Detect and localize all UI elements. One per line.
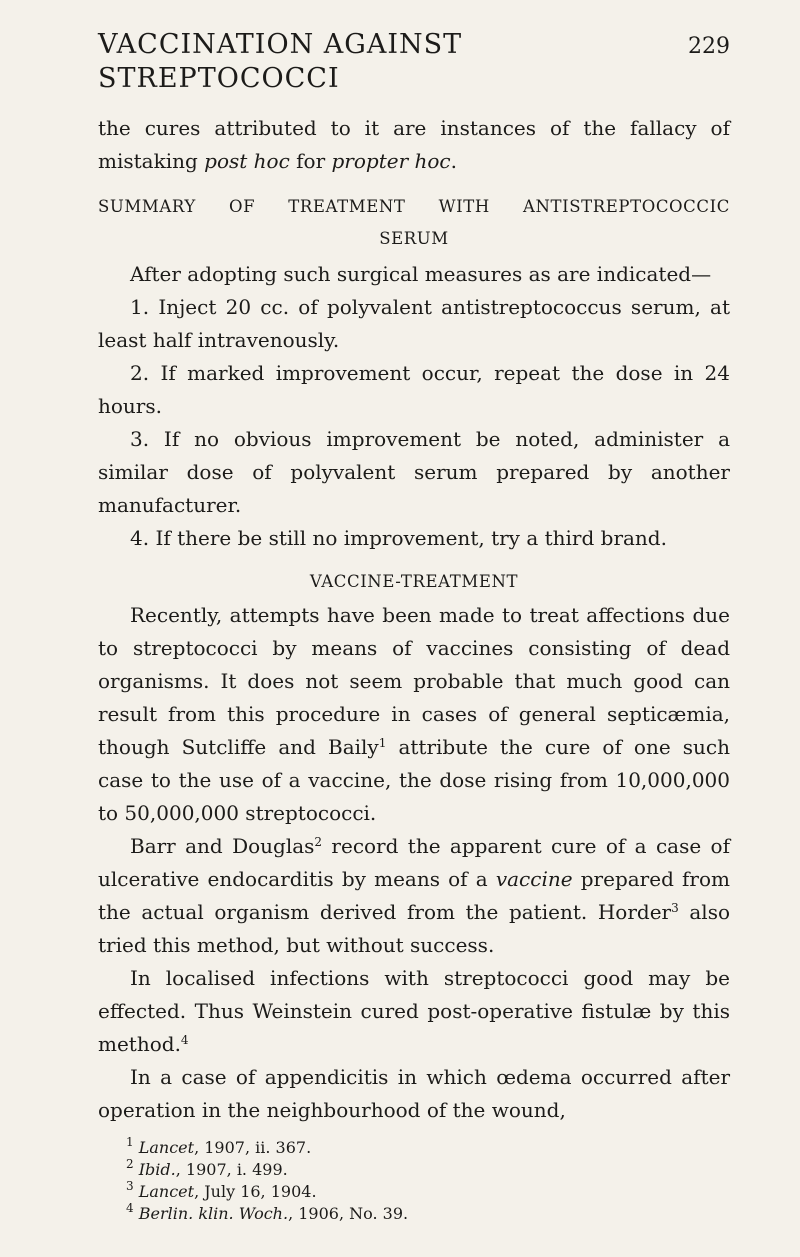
footnote-number: 1 [126, 1135, 134, 1149]
vaccine-heading: VACCINE-TREATMENT [309, 572, 519, 591]
text-run: also tried this method, but without success. [98, 900, 730, 957]
text-run: . [450, 149, 457, 173]
footnote [126, 1159, 730, 1181]
text-run: the cures attributed to it are instances of the fallacy of mistaking [98, 116, 730, 173]
emphasis: vaccine [495, 867, 573, 891]
heading-word: ANTISTREPTOCOCCIC [522, 197, 730, 216]
footnote-number: 2 [126, 1157, 134, 1171]
summary-heading-line2: SERUM [379, 229, 449, 248]
vaccine-paragraph-3 [98, 962, 730, 1061]
footnote-source: Lancet [138, 1182, 195, 1201]
footnote [126, 1203, 730, 1225]
footnote-detail: , 1907, i. 499. [175, 1160, 288, 1179]
footnote-source: Berlin. klin. Woch. [138, 1204, 289, 1223]
text-run: Recently, attempts have been made to treat affections due to streptococci by means of vaccines consisting of dead organisms. It does not seem probable that much good can result from this procedure in cases of general septicæmia, though Sutcliffe and Baily [98, 603, 730, 759]
paragraph-continuation [98, 112, 730, 178]
page-number: 229 [688, 34, 730, 59]
vaccine-paragraph-1 [98, 599, 730, 830]
text-run: for [289, 149, 332, 173]
footnote-detail: , July 16, 1904. [194, 1182, 317, 1201]
text-run: Barr and Douglas [130, 834, 315, 858]
text-run: record the apparent cure of a case of ulcerative endocarditis by means of a [98, 834, 730, 891]
vaccine-paragraph-4: In a case of appendicitis in which œdema occurred after operation in the neighbourhood of the wound, [98, 1065, 730, 1122]
footnote [126, 1181, 730, 1203]
heading-word: TREATMENT [288, 197, 406, 216]
vaccine-paragraph-2 [98, 830, 730, 962]
summary-step-2: 2. If marked improvement occur, repeat the dose in 24 hours. [98, 361, 730, 418]
running-head [98, 28, 730, 96]
summary-heading [98, 194, 730, 220]
latin-phrase: propter hoc [331, 149, 451, 173]
footnote-source: Ibid. [138, 1160, 176, 1179]
footnote-detail: , 1906, No. 39. [288, 1204, 409, 1223]
running-title: VACCINATION AGAINST STREPTOCOCCI [98, 29, 463, 94]
footnote [126, 1137, 730, 1159]
summary-intro: After adopting such surgical measures as are indicated— [130, 262, 712, 286]
text-run: prepared from the actual organism derived from the patient. Horder [98, 867, 730, 924]
footnote-ref: 4 [180, 1033, 189, 1047]
footnote-source: Lancet [138, 1138, 195, 1157]
footnote-number: 4 [126, 1201, 134, 1215]
heading-word: OF [229, 197, 256, 216]
summary-step-3: 3. If no obvious improvement be noted, administer a similar dose of polyvalent serum prepared by another manufacturer. [98, 427, 730, 517]
text-run: attribute the cure of one such case to the use of a vaccine, the dose rising from 10,000,000 to 50,000,000 streptococci. [98, 735, 730, 825]
text-run: In localised infections with streptococci good may be effected. Thus Weinstein cured post-operative fistulæ by this method. [98, 966, 730, 1056]
summary-step-1: 1. Inject 20 cc. of polyvalent antistreptococcus serum, at least half intravenously. [98, 295, 730, 352]
footnote-ref: 2 [314, 835, 323, 849]
footnote-ref: 1 [378, 736, 387, 750]
footnote-ref: 3 [671, 901, 679, 915]
footnotes [98, 1137, 730, 1225]
footnote-number: 3 [126, 1179, 134, 1193]
page-body [98, 112, 730, 1225]
latin-phrase: post hoc [204, 149, 290, 173]
summary-step-4: 4. If there be still no improvement, try a third brand. [130, 526, 667, 550]
footnote-detail: , 1907, ii. 367. [194, 1138, 312, 1157]
heading-word: WITH [438, 197, 490, 216]
heading-word: SUMMARY [98, 197, 196, 216]
